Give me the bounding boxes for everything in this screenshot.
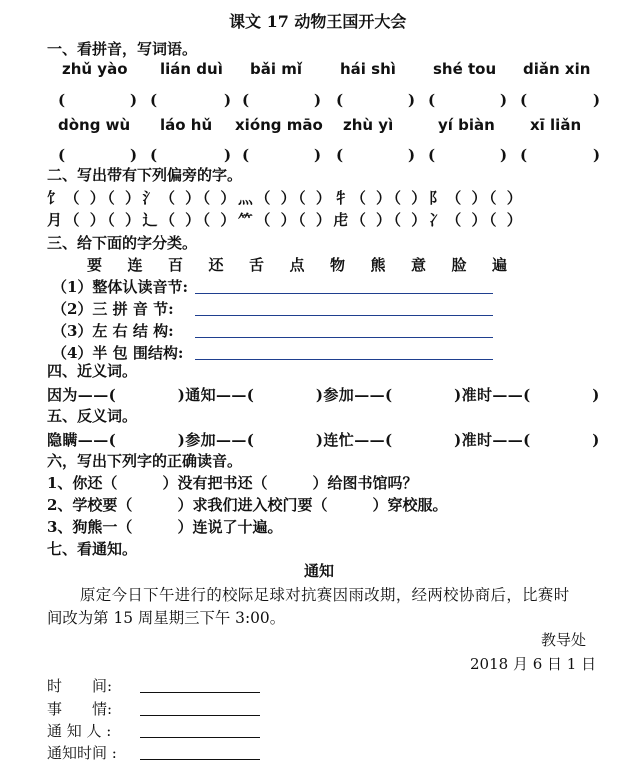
category-line-2: [195, 315, 493, 316]
answer-bracket-r2-close-2: ): [224, 146, 232, 164]
answer-bracket-r2-close-1: ): [130, 146, 138, 164]
answer-bracket-r1-open-4: (: [336, 91, 344, 109]
classify-char-6: 点: [289, 256, 305, 274]
answer-bracket-r1-open-2: (: [150, 91, 158, 109]
reading-line-1: 1、你还（ ）没有把书还（ ）给图书馆吗？: [47, 474, 418, 492]
answer-bracket-r2-open-4: (: [336, 146, 344, 164]
pinyin-word-6: diǎn xin: [523, 60, 591, 78]
classify-char-9: 意: [411, 256, 427, 274]
classify-char-10: 脸: [451, 256, 467, 274]
answer-bracket-r2-close-5: ): [500, 146, 508, 164]
category-item-4: （4）半 包 围结构:: [52, 344, 184, 362]
pinyin-word-r2-1: dòng wù: [58, 116, 131, 134]
field-notifier-blank: [140, 737, 260, 738]
synonym-line: 因为——( )通知——( )参加——( )准时——( ): [47, 386, 600, 404]
category-item-3: （3）左 右 结 构:: [52, 322, 174, 340]
answer-bracket-r1-open-3: (: [242, 91, 250, 109]
category-line-4: [195, 359, 493, 360]
answer-bracket-r1-close-6: ): [593, 91, 601, 109]
classify-char-3: 百: [168, 256, 184, 274]
notice-date: 2018 月 6 日 1 日: [470, 655, 597, 673]
field-notice-time-blank: [140, 759, 260, 760]
answer-bracket-r1-open-1: (: [58, 91, 66, 109]
section-6-heading: 六，写出下列字的正确读音。: [47, 452, 243, 470]
pinyin-word-5: shé tou: [433, 60, 497, 78]
classify-char-7: 物: [330, 256, 346, 274]
notice-body-line-1: 原定今日下午进行的校际足球对抗赛因雨改期，经两校协商后，比赛时: [80, 586, 570, 604]
category-line-3: [195, 337, 493, 338]
notice-body-line-2: 间改为第 15 周星期三下午 3:00。: [47, 609, 286, 627]
section-2-heading: 二、写出带有下列偏旁的字。: [47, 166, 243, 184]
answer-bracket-r2-close-3: ): [314, 146, 322, 164]
section-1-heading: 一、看拼音，写词语。: [47, 40, 198, 58]
pinyin-word-r2-4: zhù yì: [343, 116, 394, 134]
radical-row-2: 月（ ）（ ）辶（ ）（ ）⺮（ ）（ ）虍（ ）（ ）冫（ ）（ ）: [47, 211, 525, 229]
answer-bracket-r1-close-1: ): [130, 91, 138, 109]
page-title: 课文 17 动物王国开大会: [229, 12, 407, 31]
field-event-blank: [140, 715, 260, 716]
antonym-line: 隐瞒——( )参加——( )连忙——( )准时——( ): [47, 431, 600, 449]
pinyin-word-r2-6: xī liǎn: [530, 116, 582, 134]
category-line-1: [195, 293, 493, 294]
pinyin-word-1: zhǔ yào: [62, 60, 128, 78]
pinyin-word-r2-3: xióng māo: [235, 116, 323, 134]
answer-bracket-r1-close-3: ): [314, 91, 322, 109]
section-3-heading: 三、给下面的字分类。: [47, 234, 198, 252]
answer-bracket-r1-open-6: (: [520, 91, 528, 109]
reading-line-2: 2、学校要（ ）求我们进入校门要（ ）穿校服。: [47, 496, 448, 514]
section-7-heading: 七、看通知。: [47, 540, 138, 558]
reading-line-3: 3、狗熊一（ ）连说了十遍。: [47, 518, 283, 536]
field-time-blank: [140, 692, 260, 693]
field-event-label: 事 情:: [47, 700, 113, 718]
answer-bracket-r1-close-5: ): [500, 91, 508, 109]
answer-bracket-r2-open-3: (: [242, 146, 250, 164]
category-item-1: （1）整体认读音节:: [52, 278, 188, 296]
field-time-label: 时 间:: [47, 677, 113, 695]
answer-bracket-r1-close-4: ): [408, 91, 416, 109]
pinyin-word-r2-2: láo hǔ: [160, 116, 213, 134]
answer-bracket-r2-open-5: (: [428, 146, 436, 164]
notice-signer: 教导处: [541, 631, 587, 649]
answer-bracket-r2-close-6: ): [593, 146, 601, 164]
pinyin-word-4: hái shì: [340, 60, 396, 78]
field-notifier-label: 通 知 人 :: [47, 722, 112, 740]
classify-char-2: 连: [127, 256, 143, 274]
answer-bracket-r2-close-4: ): [408, 146, 416, 164]
pinyin-word-r2-5: yí biàn: [438, 116, 495, 134]
field-notice-time-label: 通知时间 :: [47, 744, 117, 762]
answer-bracket-r1-close-2: ): [224, 91, 232, 109]
section-4-heading: 四、近义词。: [47, 362, 138, 380]
answer-bracket-r2-open-2: (: [150, 146, 158, 164]
classify-char-8: 熊: [370, 256, 386, 274]
answer-bracket-r2-open-6: (: [520, 146, 528, 164]
pinyin-word-2: lián duì: [160, 60, 223, 78]
answer-bracket-r2-open-1: (: [58, 146, 66, 164]
pinyin-word-3: bǎi mǐ: [250, 60, 302, 78]
answer-bracket-r1-open-5: (: [428, 91, 436, 109]
notice-title: 通知: [304, 562, 335, 580]
classify-char-1: 要: [87, 256, 103, 274]
classify-char-5: 舌: [249, 256, 265, 274]
radical-row-1: 饣（ ）（ ）氵（ ）（ ）灬（ ）（ ）牜（ ）（ ）阝（ ）（ ）: [47, 189, 525, 207]
section-5-heading: 五、反义词。: [47, 407, 138, 425]
category-item-2: （2）三 拼 音 节:: [52, 300, 174, 318]
classify-char-11: 遍: [492, 256, 508, 274]
classify-char-4: 还: [208, 256, 224, 274]
